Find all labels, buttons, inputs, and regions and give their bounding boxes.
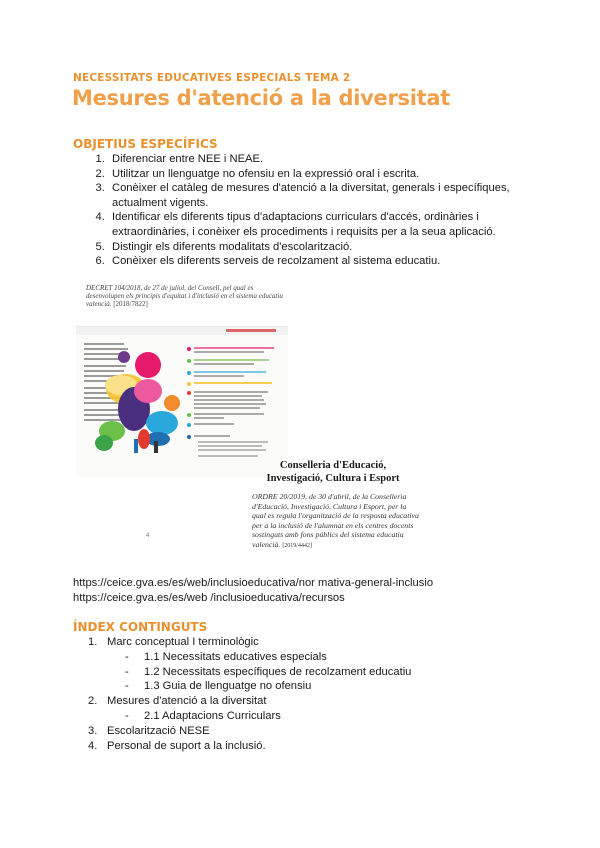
header-kicker: NECESSITATS EDUCATIVES ESPECIALS TEMA 2	[73, 72, 351, 84]
magenta-figure	[135, 352, 161, 378]
list-item	[88, 635, 508, 650]
dash: -	[125, 665, 129, 678]
reference-links	[73, 576, 433, 606]
item-label: 1.2 Necessitats específiques de recolzament educatiu	[144, 665, 412, 678]
figure-page-number: 4	[146, 533, 150, 539]
conselleria-heading	[248, 460, 418, 485]
order-ref: [2019/4442]	[282, 542, 312, 549]
sub-list-item	[88, 650, 508, 665]
list-item	[88, 739, 508, 754]
objectives-list	[86, 152, 518, 269]
item-number: 1.	[88, 636, 98, 648]
sub-list-item	[88, 665, 508, 680]
index-list	[88, 635, 508, 753]
list-item: 3. Conèixer el catàleg de mesures d'atenció a la diversitat, generals i específiques, actualment vigents.	[108, 181, 518, 210]
objectives-heading: OBJETIUS ESPECÍFICS	[73, 137, 218, 151]
list-item	[88, 724, 508, 739]
item-label: Mesures d'atenció a la diversitat	[107, 695, 267, 708]
page-title: Mesures d'atenció a la diversitat	[72, 86, 450, 110]
poster-illustration	[76, 327, 288, 477]
item-label: 1.3 Guia de llenguatge no ofensiu	[144, 680, 312, 693]
link[interactable]: https://ceice.gva.es/es/web/inclusioeducativa/nor mativa-general-inclusio	[73, 577, 434, 589]
inclusion-poster	[76, 326, 288, 477]
decree-caption	[86, 284, 286, 308]
order-text: ORDRE 20/2019, de 30 d'abril, de la Conselleria d'Educació, Investigació, Cultura i Esport, per la qual es regula l'organització de la resposta educativa per a la inclusió de l'alumnat en els centres docents sostinguts amb fons públics del sistema educatiu valencià.	[252, 492, 419, 549]
list-item: 2. Utilitzar un llenguatge no ofensiu en la expressió oral i escrita.	[108, 167, 518, 182]
dash: -	[125, 709, 129, 722]
list-item: 5. Distingir els diferents modalitats d'escolarització.	[108, 240, 518, 255]
link[interactable]: https://ceice.gva.es/es/web /inclusioeducativa/recursos	[73, 591, 345, 604]
dash: -	[125, 650, 129, 663]
index-heading: ÍNDEX CONTINGUTS	[73, 620, 208, 634]
sub-list-item	[88, 679, 508, 694]
item-number: 2.	[88, 695, 98, 708]
item-label: Personal de suport a la inclusió.	[107, 739, 266, 752]
item-label: 1.1 Necessitats educatives especials	[144, 650, 327, 663]
decree-text: DECRET 104/2018, de 27 de juliol, del Consell, pel qual es desenvolupen els principis d'equitat i d'inclusió en el sistema educatiu valencià.	[86, 284, 283, 308]
item-number: 3.	[88, 724, 98, 737]
conselleria-line-2: Investigació, Cultura i Esport	[266, 472, 400, 484]
item-label: Escolarització NESE	[107, 724, 210, 737]
item-number: 4.	[88, 739, 98, 752]
list-item	[88, 694, 508, 709]
item-label: 2.1 Adaptacions Curriculars	[144, 709, 281, 722]
list-item: 6. Conèixer els diferents serveis de recolzament al sistema educatiu.	[108, 254, 518, 269]
list-item: 4. Identificar els diferents tipus d'adaptacions curriculars d'accés, ordinàries i extraordinàries, i conèixer els procediments i requisits per a la seua aplicació.	[108, 210, 518, 239]
list-item: 1. Diferenciar entre NEE i NEAE.	[108, 152, 518, 167]
conselleria-line-1: Conselleria d'Educació,	[279, 460, 387, 471]
order-caption	[252, 492, 422, 551]
sub-list-item	[88, 709, 508, 724]
item-label: Marc conceptual I terminològic	[107, 636, 259, 648]
decree-ref: [2018/7822]	[113, 300, 148, 308]
dash: -	[125, 680, 129, 693]
